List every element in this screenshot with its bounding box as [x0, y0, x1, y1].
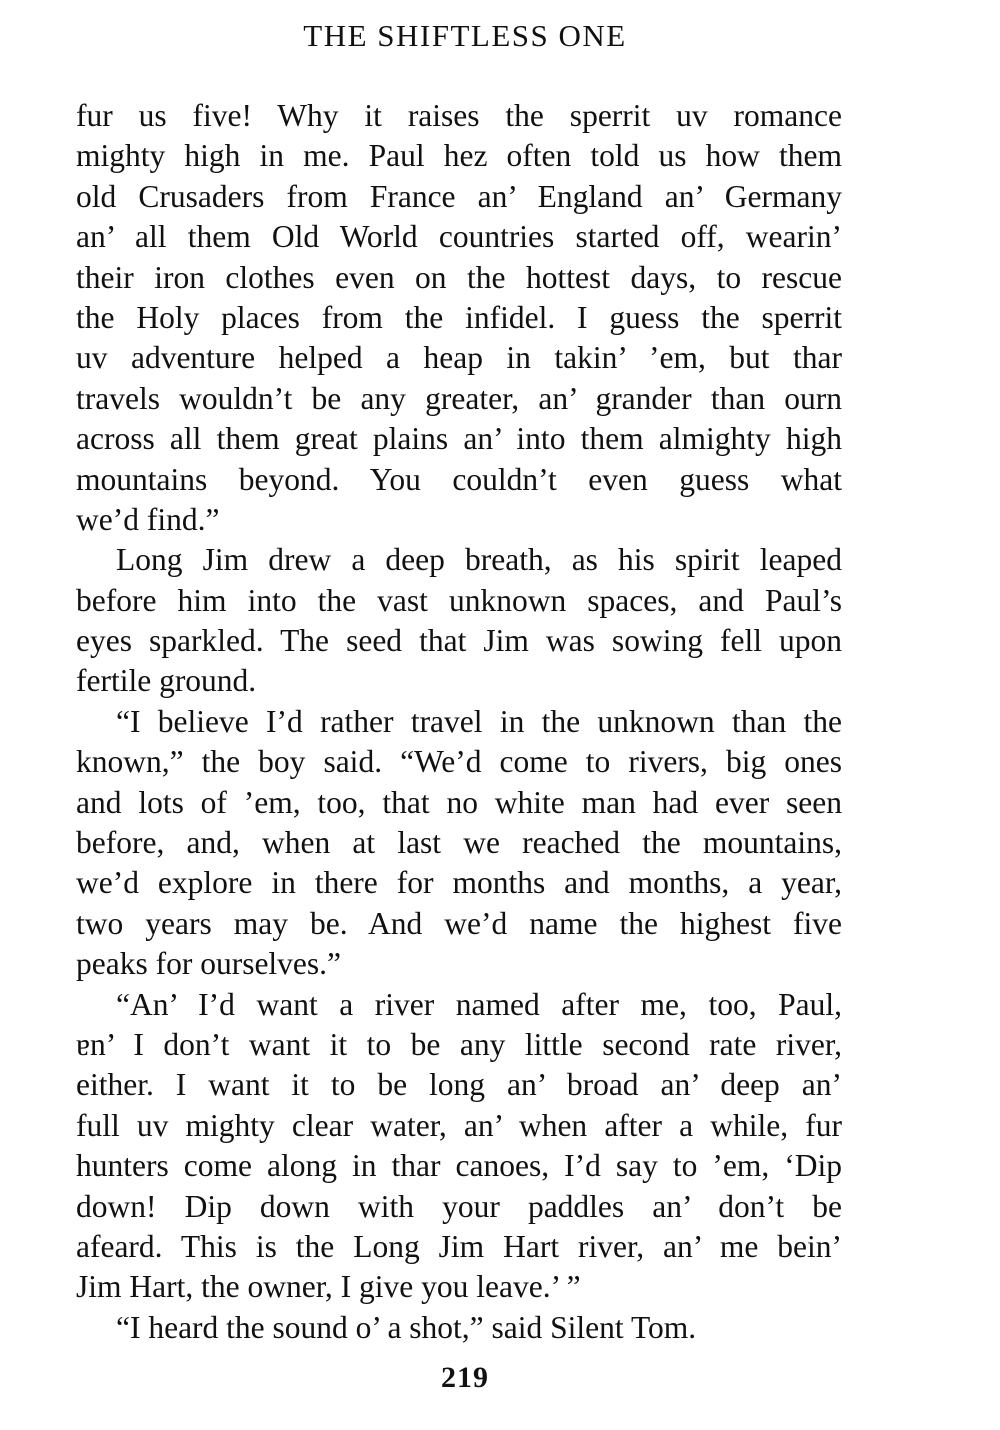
- text-line: and lots of ’em, too, that no white man had ever seen: [76, 784, 842, 820]
- text-line: we’d find.”: [76, 501, 220, 537]
- text-line: before him into the vast unknown spaces, and Paul’s: [76, 582, 842, 618]
- text-line: before, and, when at last we reached the mountains,: [76, 825, 842, 861]
- text-line: across all them great plains an’ into them almighty high: [76, 421, 842, 457]
- text-line: afeard. This is the Long Jim Hart river, an’ me bein’: [76, 1228, 842, 1264]
- text-line: Jim Hart, the owner, I give you leave.’ ”: [76, 1269, 581, 1305]
- text-line: either. I want it to be long an’ broad an’ deep an’: [76, 1067, 842, 1103]
- text-line: uv adventure helped a heap in takin’ ’em, but thar: [76, 340, 842, 376]
- text-line: travels wouldn’t be any greater, an’ grander than ourn: [76, 380, 842, 416]
- text-line: their iron clothes even on the hottest days, to rescue: [76, 259, 842, 295]
- text-line: an’ all them Old World countries started off, wearin’: [76, 219, 842, 255]
- text-line: “An’ I’d want a river named after me, too, Paul,: [116, 986, 842, 1022]
- text-line: we’d explore in there for months and months, a year,: [76, 865, 842, 901]
- text-line: two years may be. And we’d name the highest five: [76, 905, 842, 941]
- text-line: hunters come along in thar canoes, I’d say to ’em, ‘Dip: [76, 1148, 842, 1184]
- text-line: peaks for ourselves.”: [76, 946, 342, 982]
- text-line: Long Jim drew a deep breath, as his spirit leaped: [116, 542, 842, 578]
- text-line: full uv mighty clear water, an’ when after a while, fur: [76, 1107, 842, 1143]
- text-line: “I believe I’d rather travel in the unknown than the: [116, 703, 842, 739]
- text-line: mountains beyond. You couldn’t even guess what: [76, 461, 842, 497]
- text-line: down! Dip down with your paddles an’ don’t be: [76, 1188, 842, 1224]
- running-head: THE SHIFTLESS ONE: [303, 18, 627, 53]
- text-line: fur us five! Why it raises the sperrit uv romance: [76, 98, 842, 133]
- body-text: [76, 96, 842, 1348]
- text-line: mighty high in me. Paul hez often told us how them: [76, 138, 842, 174]
- page-number: 219: [441, 1361, 489, 1394]
- paragraph: [76, 96, 842, 540]
- text-line: known,” the boy said. “We’d come to rivers, big ones: [76, 744, 842, 780]
- paragraph: [76, 985, 842, 1308]
- text-line: eyes sparkled. The seed that Jim was sowing fell upon: [76, 623, 842, 659]
- paragraph: [76, 1308, 842, 1348]
- text-line: the Holy places from the infidel. I guess the sperrit: [76, 299, 842, 335]
- paragraph: [76, 702, 842, 985]
- text-line: fertile ground.: [76, 663, 257, 699]
- text-line: ɐn’ I don’t want it to be any little second rate river,: [76, 1026, 842, 1062]
- text-line: “I heard the sound o’ a shot,” said Silent Tom.: [116, 1309, 697, 1345]
- paragraph: [76, 540, 842, 702]
- text-line: old Crusaders from France an’ England an’ Germany: [76, 178, 842, 214]
